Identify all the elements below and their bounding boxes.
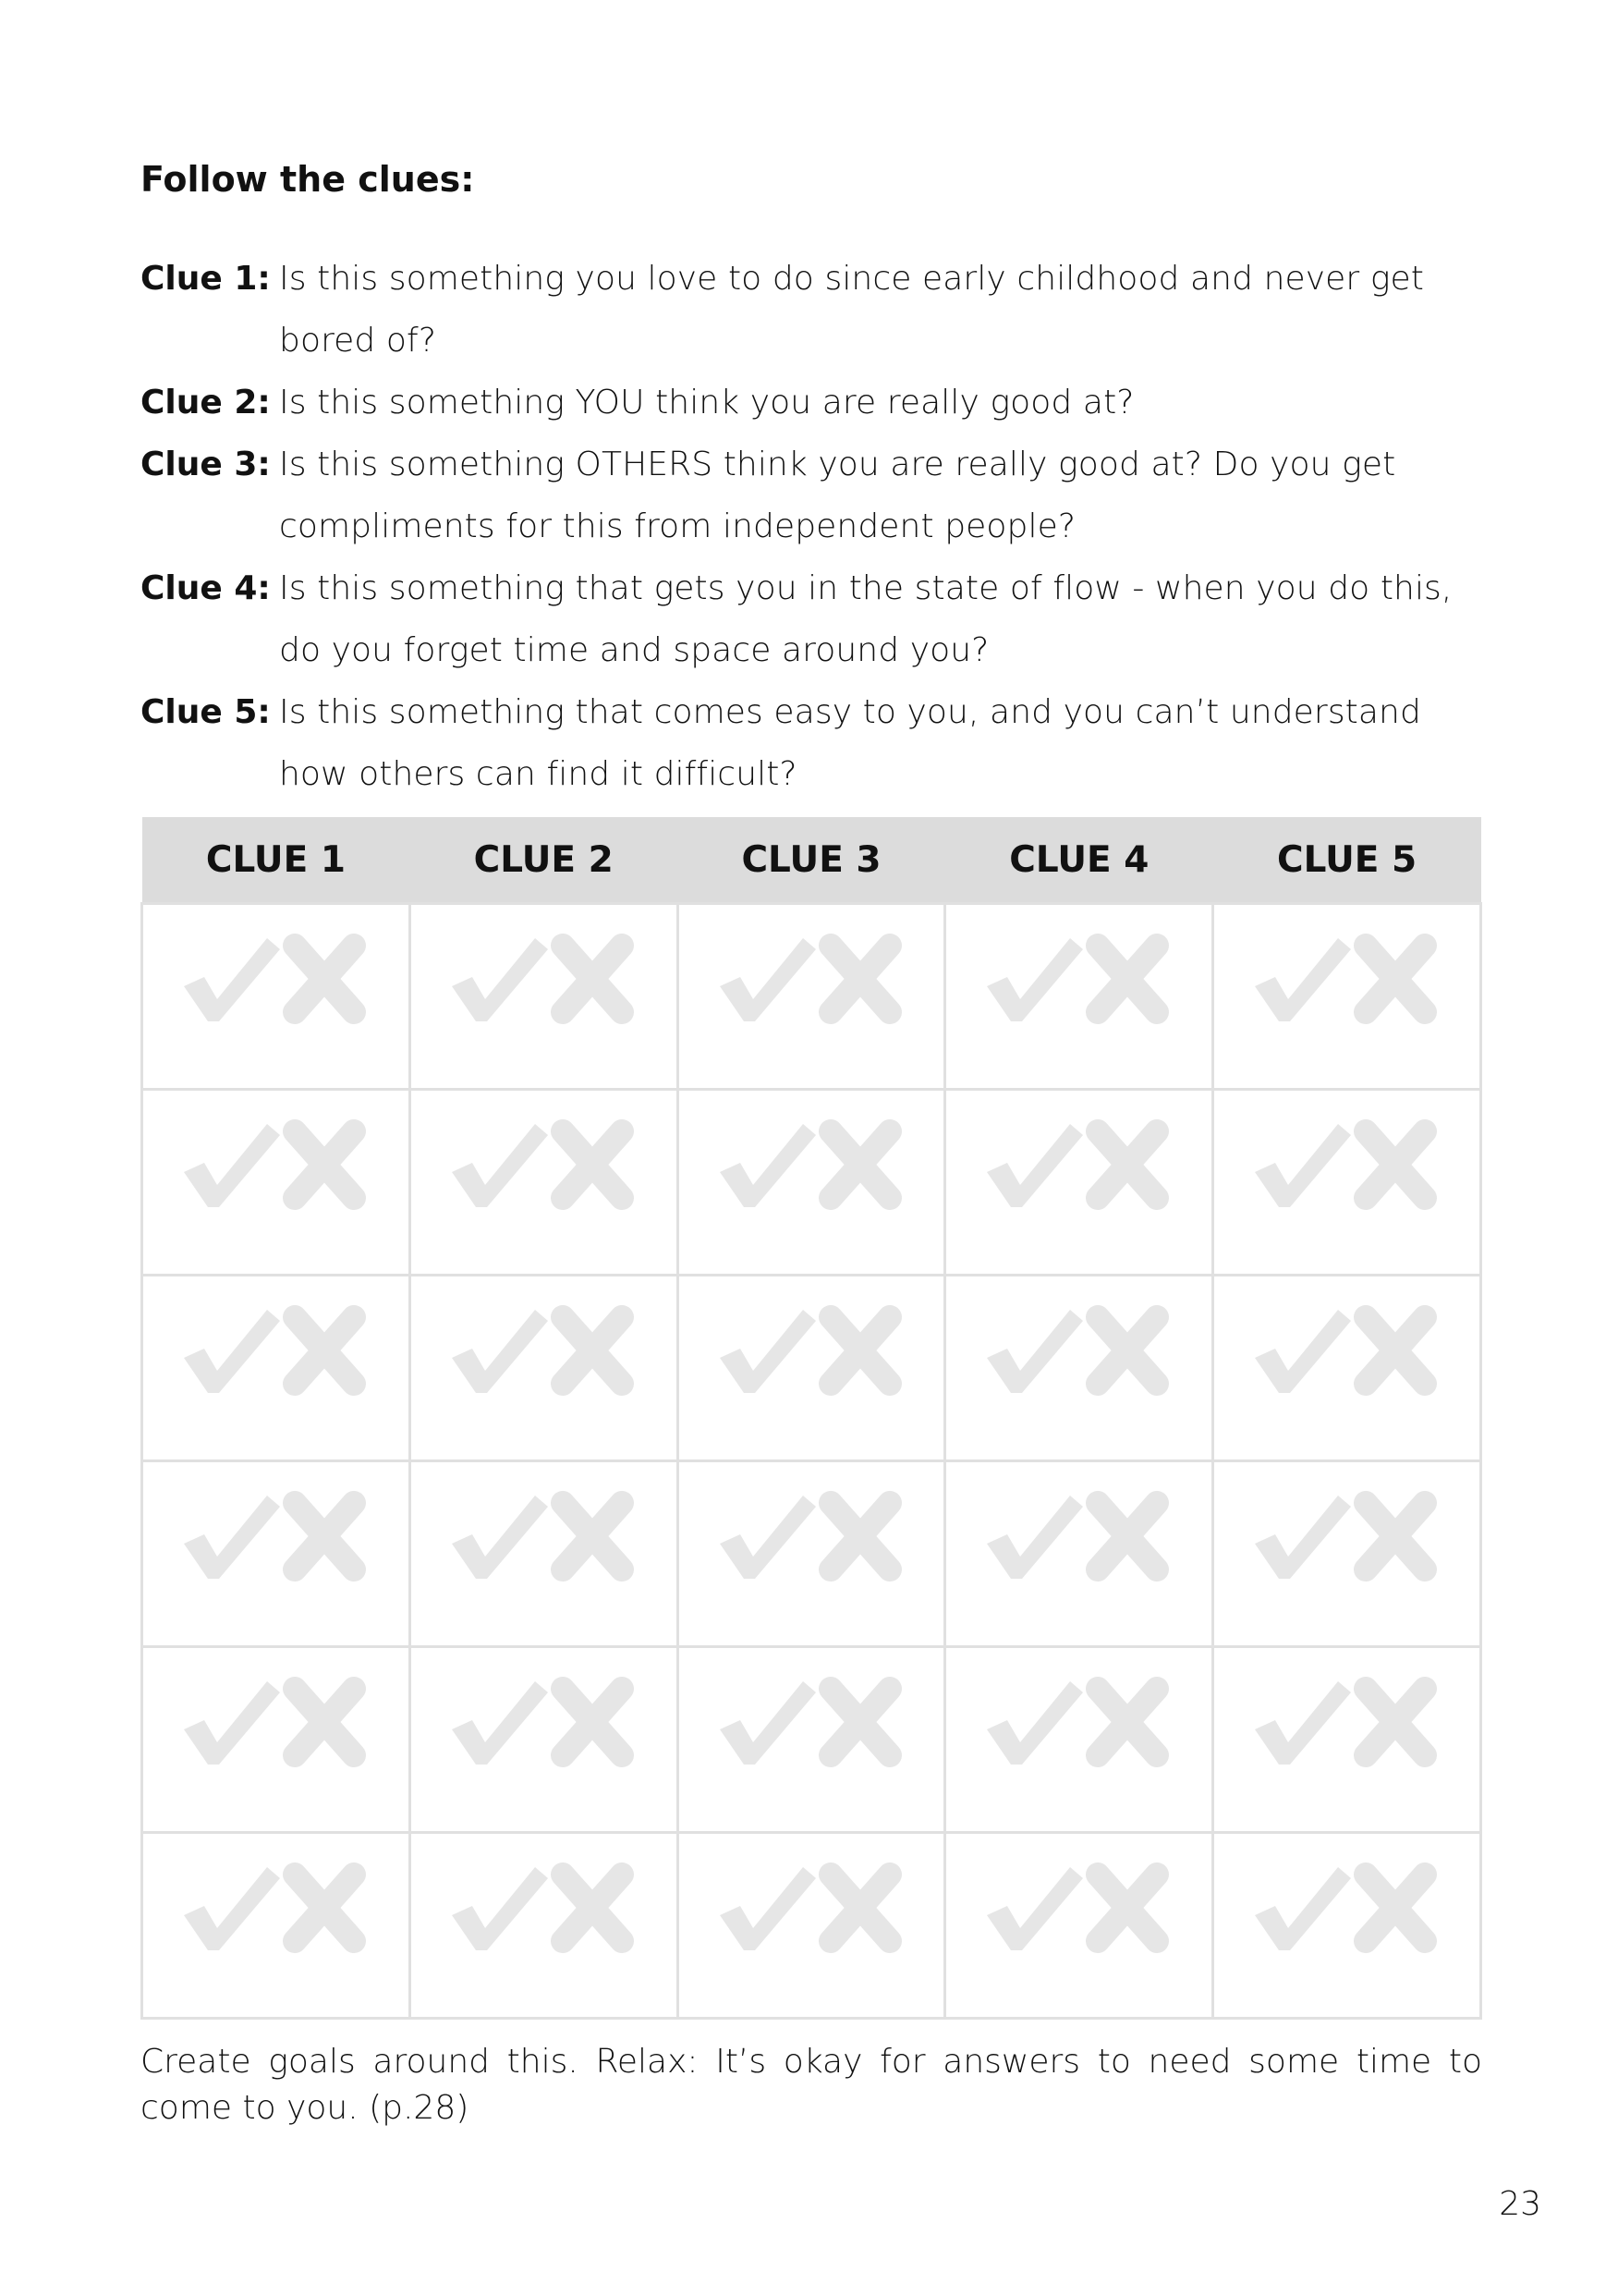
clue-text: Is this something OTHERS think you are really good at? Do you get compliments for this from independent people? <box>279 446 1396 545</box>
check-icon <box>987 1310 1083 1393</box>
check-cell[interactable] <box>1213 904 1481 1090</box>
grid-row <box>142 904 1481 1090</box>
check-icon <box>1255 1681 1351 1765</box>
clue-text: Is this something that comes easy to you, and you can’t understand how others can find it difficult? <box>279 693 1421 793</box>
check-cell[interactable] <box>1213 1276 1481 1461</box>
check-icon <box>184 1496 280 1579</box>
cross-icon <box>1366 1317 1425 1384</box>
clue-text: Is this something that gets you in the state of flow - when you do this, do you forget time and space around you? <box>279 569 1453 669</box>
check-icon <box>987 1496 1083 1579</box>
check-icon <box>452 1681 548 1765</box>
check-icon <box>452 1496 548 1579</box>
check-cell[interactable] <box>142 1461 410 1647</box>
column-header: CLUE 4 <box>945 817 1213 904</box>
cross-icon <box>1098 1875 1157 1941</box>
check-cell[interactable] <box>409 1647 677 1833</box>
check-cell[interactable] <box>1213 1833 1481 2019</box>
check-icon <box>987 938 1083 1021</box>
check-cross-marks <box>444 1862 639 1954</box>
cross-icon <box>563 1131 622 1198</box>
clue-label: Clue 5: <box>140 693 271 731</box>
clue-label: Clue 4: <box>140 569 271 607</box>
check-cross-marks <box>1247 1490 1442 1582</box>
grid-row <box>142 1647 1481 1833</box>
check-cell[interactable] <box>142 1647 410 1833</box>
cross-icon <box>1366 1689 1425 1755</box>
check-icon <box>184 1124 280 1207</box>
cross-icon <box>563 1875 622 1941</box>
check-cross-marks <box>444 1676 639 1768</box>
clue-item <box>140 557 1490 681</box>
cross-icon <box>295 1875 354 1941</box>
grid-row <box>142 1461 1481 1647</box>
check-icon <box>1255 1310 1351 1393</box>
check-icon <box>720 1496 816 1579</box>
clue-item <box>140 248 1490 372</box>
page-number: 23 <box>1499 2185 1541 2223</box>
clue-grid <box>140 817 1482 2020</box>
grid-row <box>142 1090 1481 1276</box>
check-cell[interactable] <box>677 1090 945 1276</box>
clue-list <box>140 248 1490 805</box>
check-cross-marks <box>444 1490 639 1582</box>
cross-icon <box>563 1689 622 1755</box>
check-cross-marks <box>979 1490 1174 1582</box>
cross-icon <box>831 1131 890 1198</box>
check-cross-marks <box>1247 1304 1442 1397</box>
check-cross-marks <box>712 1304 906 1397</box>
clue-item <box>140 372 1490 434</box>
cross-icon <box>1098 1503 1157 1569</box>
cross-icon <box>831 1503 890 1569</box>
check-icon <box>184 1681 280 1765</box>
check-icon <box>1255 1496 1351 1579</box>
clue-label: Clue 3: <box>140 446 271 483</box>
grid-row <box>142 1833 1481 2019</box>
column-header: CLUE 3 <box>677 817 945 904</box>
check-cross-marks <box>1247 1862 1442 1954</box>
check-cell[interactable] <box>409 1090 677 1276</box>
cross-icon <box>1098 1689 1157 1755</box>
check-cross-marks <box>444 1118 639 1211</box>
check-cell[interactable] <box>409 904 677 1090</box>
check-cell[interactable] <box>677 1647 945 1833</box>
cross-icon <box>563 946 622 1012</box>
column-header: CLUE 2 <box>409 817 677 904</box>
check-cross-marks <box>979 933 1174 1025</box>
check-cell[interactable] <box>945 1647 1213 1833</box>
check-cross-marks <box>176 1304 371 1397</box>
cross-icon <box>295 1689 354 1755</box>
cross-icon <box>1366 1875 1425 1941</box>
check-cross-marks <box>712 933 906 1025</box>
column-header: CLUE 5 <box>1213 817 1481 904</box>
check-cell[interactable] <box>142 1833 410 2019</box>
check-icon <box>184 1310 280 1393</box>
check-icon <box>1255 1124 1351 1207</box>
cross-icon <box>1366 946 1425 1012</box>
cross-icon <box>831 1317 890 1384</box>
clue-label: Clue 2: <box>140 384 271 421</box>
header-row <box>142 817 1481 904</box>
check-icon <box>452 938 548 1021</box>
check-icon <box>1255 938 1351 1021</box>
check-cross-marks <box>1247 1118 1442 1211</box>
cross-icon <box>831 946 890 1012</box>
clue-item <box>140 434 1490 557</box>
page-heading: Follow the clues: <box>140 159 475 200</box>
check-cross-marks <box>1247 1676 1442 1768</box>
cross-icon <box>295 946 354 1012</box>
clue-table <box>140 817 1482 2020</box>
cross-icon <box>563 1503 622 1569</box>
check-cell[interactable] <box>677 1461 945 1647</box>
check-icon <box>987 1867 1083 1950</box>
cross-icon <box>563 1317 622 1384</box>
check-icon <box>720 1310 816 1393</box>
check-cross-marks <box>444 933 639 1025</box>
cross-icon <box>1098 1131 1157 1198</box>
check-icon <box>452 1124 548 1207</box>
check-icon <box>720 1867 816 1950</box>
clue-text: Is this something you love to do since early childhood and never get bored of? <box>279 260 1425 360</box>
check-cell[interactable] <box>677 1833 945 2019</box>
check-icon <box>1255 1867 1351 1950</box>
check-cross-marks <box>979 1118 1174 1211</box>
check-cell[interactable] <box>409 1461 677 1647</box>
check-cell[interactable] <box>945 1461 1213 1647</box>
check-cross-marks <box>712 1118 906 1211</box>
check-icon <box>987 1124 1083 1207</box>
check-cross-marks <box>979 1676 1174 1768</box>
check-cross-marks <box>176 1862 371 1954</box>
check-cell[interactable] <box>142 1090 410 1276</box>
clue-item <box>140 681 1490 805</box>
check-cell[interactable] <box>677 1276 945 1461</box>
column-header: CLUE 1 <box>142 817 410 904</box>
check-cross-marks <box>176 1118 371 1211</box>
grid-body <box>142 904 1481 2019</box>
check-cell[interactable] <box>945 1090 1213 1276</box>
check-cross-marks <box>712 1490 906 1582</box>
check-cell[interactable] <box>1213 1090 1481 1276</box>
cross-icon <box>295 1503 354 1569</box>
footer-note: Create goals around this. Relax: It’s okay for answers to need some time to come to you. (p.28) <box>140 2043 1482 2127</box>
check-cell[interactable] <box>677 904 945 1090</box>
clue-text: Is this something YOU think you are really good at? <box>279 384 1135 421</box>
cross-icon <box>1098 1317 1157 1384</box>
check-cell[interactable] <box>945 904 1213 1090</box>
check-icon <box>184 938 280 1021</box>
check-cross-marks <box>712 1676 906 1768</box>
cross-icon <box>295 1317 354 1384</box>
check-icon <box>184 1867 280 1950</box>
check-icon <box>987 1681 1083 1765</box>
check-icon <box>720 1124 816 1207</box>
check-cross-marks <box>444 1304 639 1397</box>
cross-icon <box>831 1875 890 1941</box>
check-icon <box>452 1867 548 1950</box>
check-cell[interactable] <box>409 1833 677 2019</box>
grid-row <box>142 1276 1481 1461</box>
check-cross-marks <box>979 1304 1174 1397</box>
check-cross-marks <box>176 1490 371 1582</box>
check-cell[interactable] <box>945 1276 1213 1461</box>
cross-icon <box>831 1689 890 1755</box>
clue-label: Clue 1: <box>140 260 271 298</box>
check-cell[interactable] <box>1213 1647 1481 1833</box>
check-cell[interactable] <box>142 904 410 1090</box>
check-cross-marks <box>712 1862 906 1954</box>
check-cell[interactable] <box>409 1276 677 1461</box>
check-cell[interactable] <box>945 1833 1213 2019</box>
check-cross-marks <box>176 1676 371 1768</box>
check-icon <box>452 1310 548 1393</box>
cross-icon <box>1366 1131 1425 1198</box>
check-icon <box>720 1681 816 1765</box>
check-cell[interactable] <box>142 1276 410 1461</box>
check-cell[interactable] <box>1213 1461 1481 1647</box>
check-cross-marks <box>176 933 371 1025</box>
cross-icon <box>1098 946 1157 1012</box>
check-icon <box>720 938 816 1021</box>
cross-icon <box>295 1131 354 1198</box>
cross-icon <box>1366 1503 1425 1569</box>
check-cross-marks <box>1247 933 1442 1025</box>
check-cross-marks <box>979 1862 1174 1954</box>
